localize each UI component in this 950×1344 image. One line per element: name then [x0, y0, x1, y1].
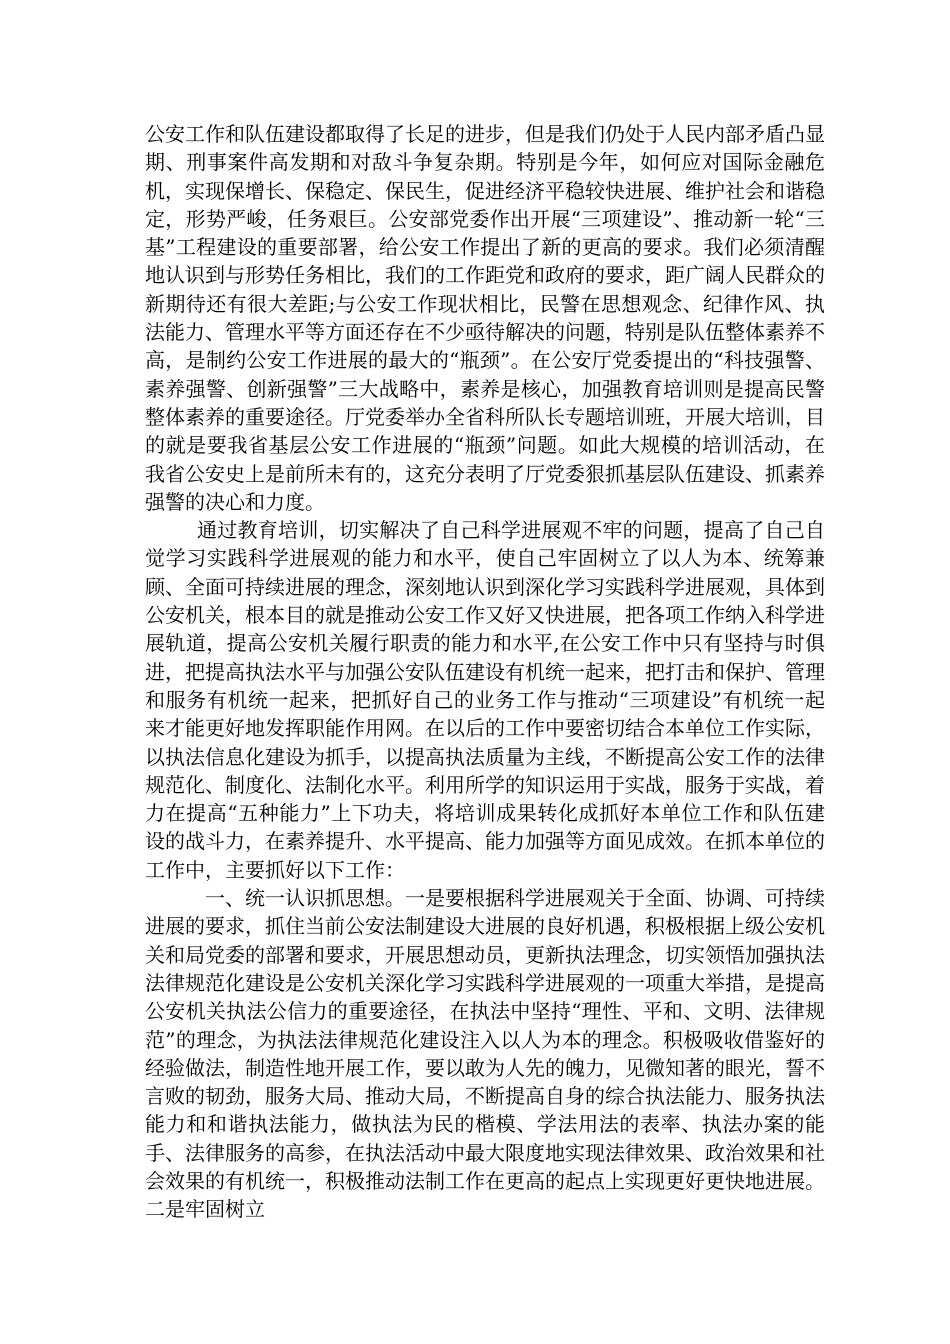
- document-body: [145, 120, 825, 1224]
- paragraph-situation: 公安工作和队伍建设都取得了长足的进步，但是我们仍处于人民内部矛盾凸显期、刑事案件高发期和对敌斗争复杂期。特别是今年，如何应对国际金融危机，实现保增长、保稳定、保民生，促进经济平稳较快进展、维护社会和谐稳定，形势严峻，任务艰巨。公安部党委作出开展“三项建设”、推动新一轮“三基”工程建设的重要部署，给公安工作提出了新的更高的要求。我们必须清醒地认识到与形势任务相比，我们的工作距党和政府的要求，距广阔人民群众的新期待还有很大差距;与公安工作现状相比，民警在思想观念、纪律作风、执法能力、管理水平等方面还存在不少亟待解决的问题，特别是队伍整体素养不高，是制约公安工作进展的最大的“瓶颈”。在公安厅党委提出的“科技强警、素养强警、创新强警”三大战略中，素养是核心，加强教育培训则是提高民警整体素养的重要途径。厅党委举办全省科所队长专题培训班，开展大培训，目的就是要我省基层公安工作进展的“瓶颈”问题。如此大规模的培训活动，在我省公安史上是前所未有的，这充分表明了厅党委狠抓基层队伍建设、抓素养强警的决心和力度。: [145, 122, 825, 514]
- paragraph-training-outcomes: 通过教育培训，切实解决了自己科学进展观不牢的问题，提高了自己自觉学习实践科学进展观的能力和水平，使自己牢固树立了以人为本、统筹兼顾、全面可持续进展的理念，深刻地认识到深化学习实践科学进展观，具体到公安机关，根本目的就是推动公安工作又好又快进展，把各项工作纳入科学进展轨道，提高公安机关履行职责的能力和水平,在公安工作中只有坚持与时俱进，把提高执法水平与加强公安队伍建设有机统一起来，把打击和保护、管理和服务有机统一起来，把抓好自己的业务工作与推动“三项建设”有机统一起来才能更好地发挥职能作用网。在以后的工作中要密切结合本单位工作实际，以执法信息化建设为抓手，以提高执法质量为主线，不断提高公安工作的法律规范化、制度化、法制化水平。利用所学的知识运用于实战，服务于实战，着力在提高“五种能力”上下功夫，将培训成果转化成抓好本单位工作和队伍建设的战斗力，在素养提升、水平提高、能力加强等方面见成效。在抓本单位的工作中，主要抓好以下工作：: [145, 518, 825, 882]
- paragraph-unify-thinking: 一、统一认识抓思想。一是要根据科学进展观关于全面、协调、可持续进展的要求，抓住当前公安法制建设大进展的良好机遇，积极根据上级公安机关和局党委的部署和要求，开展思想动员，更新执法理念，切实领悟加强执法法律规范化建设是公安机关深化学习实践科学进展观的一项重大举措，是提高公安机关执法公信力的重要途径，在执法中坚持“理性、平和、文明、法律规范”的理念，为执法法律规范化建设注入以人为本的理念。积极吸收借鉴好的经验做法，制造性地开展工作，要以敢为人先的魄力，见微知著的眼光，誓不言败的韧劲，服务大局、推动大局，不断提高自身的综合执法能力、服务执法能力和和谐执法能力，做执法为民的楷模、学法用法的表率、执法办案的能手、法律服务的高参，在执法活动中最大限度地实现法律效果、政治效果和社会效果的有机统一，积极推动法制工作在更高的起点上实现更好更快地进展。二是牢固树立: [145, 886, 825, 1222]
